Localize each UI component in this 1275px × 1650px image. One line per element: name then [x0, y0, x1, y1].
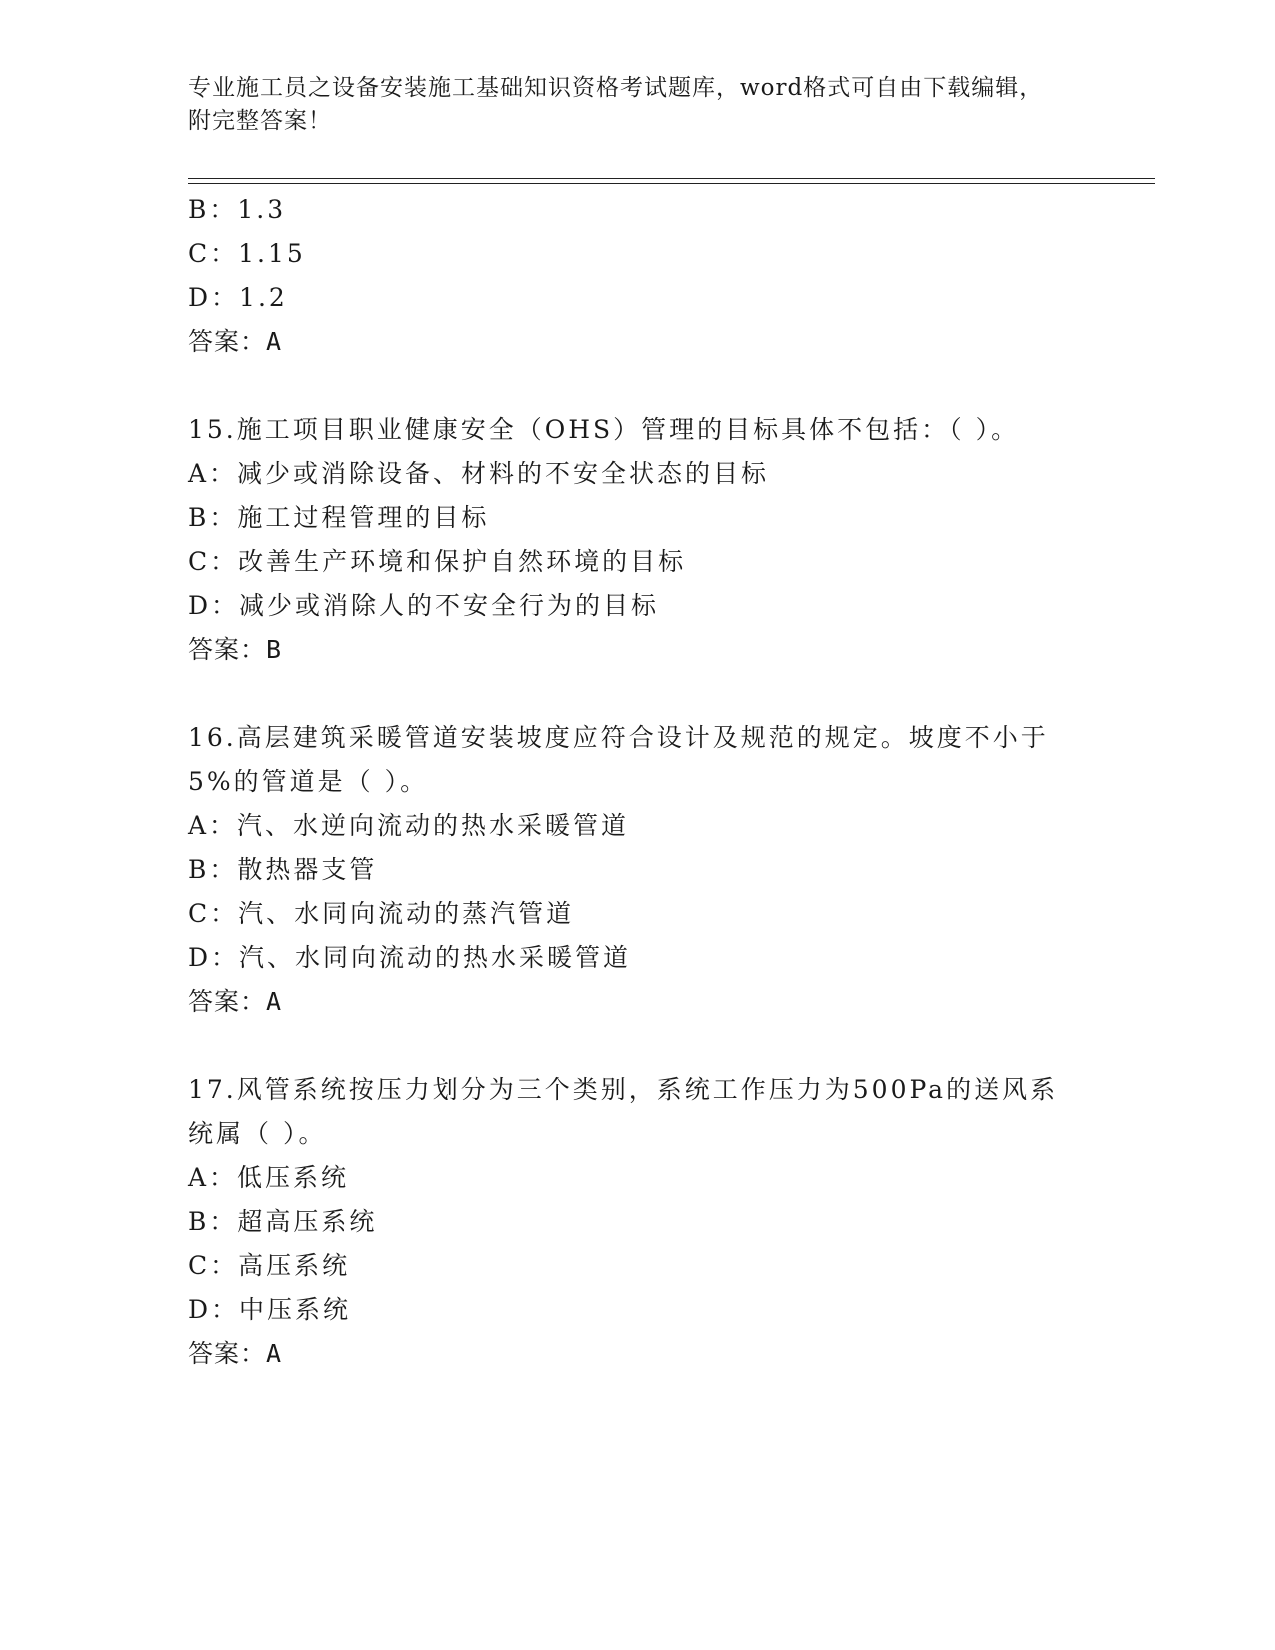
answer-label: 答案： [188, 1339, 267, 1368]
option-d: D：减少或消除人的不安全行为的目标 [188, 591, 660, 620]
option-c: C：1.15 [188, 239, 306, 268]
header-divider-bottom [188, 183, 1155, 184]
answer-value: B [266, 635, 283, 664]
option-a: A：减少或消除设备、材料的不安全状态的目标 [188, 459, 770, 488]
option-b: B：超高压系统 [188, 1207, 378, 1236]
header-divider-top [188, 178, 1155, 179]
answer-label: 答案： [188, 327, 267, 356]
answer-line [188, 986, 282, 1018]
option-a: A：低压系统 [188, 1163, 350, 1192]
document-header [188, 72, 1088, 138]
option-c: C：改善生产环境和保护自然环境的目标 [188, 547, 687, 576]
option-c: C：高压系统 [188, 1251, 351, 1280]
question-17-text-line-1: 17.风管系统按压力划分为三个类别，系统工作压力为500Pa的送风系 [188, 1075, 1059, 1104]
header-line-1: 专业施工员之设备安装施工基础知识资格考试题库，word格式可自由下载编辑， [188, 75, 1044, 101]
question-16-text-line-2: 5%的管道是（ ）。 [188, 767, 429, 796]
option-c: C：汽、水同向流动的蒸汽管道 [188, 899, 575, 928]
option-b: B：散热器支管 [188, 855, 378, 884]
question-17-text-line-2: 统属（ ）。 [188, 1119, 327, 1148]
question-16-text-line-1: 16.高层建筑采暖管道安装坡度应符合设计及规范的规定。坡度不小于 [188, 723, 1049, 752]
option-d: D：中压系统 [188, 1295, 352, 1324]
answer-label: 答案： [188, 987, 267, 1016]
option-a: A：汽、水逆向流动的热水采暖管道 [188, 811, 630, 840]
answer-label: 答案： [188, 635, 267, 664]
answer-value: A [266, 987, 283, 1016]
option-b: B：施工过程管理的目标 [188, 503, 490, 532]
option-d: D：汽、水同向流动的热水采暖管道 [188, 943, 632, 972]
answer-line [188, 634, 282, 666]
option-b: B：1.3 [188, 195, 287, 224]
header-line-2: 附完整答案！ [188, 108, 332, 134]
answer-value: A [266, 327, 283, 356]
answer-value: A [266, 1339, 283, 1368]
answer-line [188, 1338, 282, 1370]
question-15-text: 15.施工项目职业健康安全（OHS）管理的目标具体不包括：（ ）。 [188, 415, 1020, 444]
option-d: D：1.2 [188, 283, 288, 312]
answer-line [188, 326, 282, 358]
